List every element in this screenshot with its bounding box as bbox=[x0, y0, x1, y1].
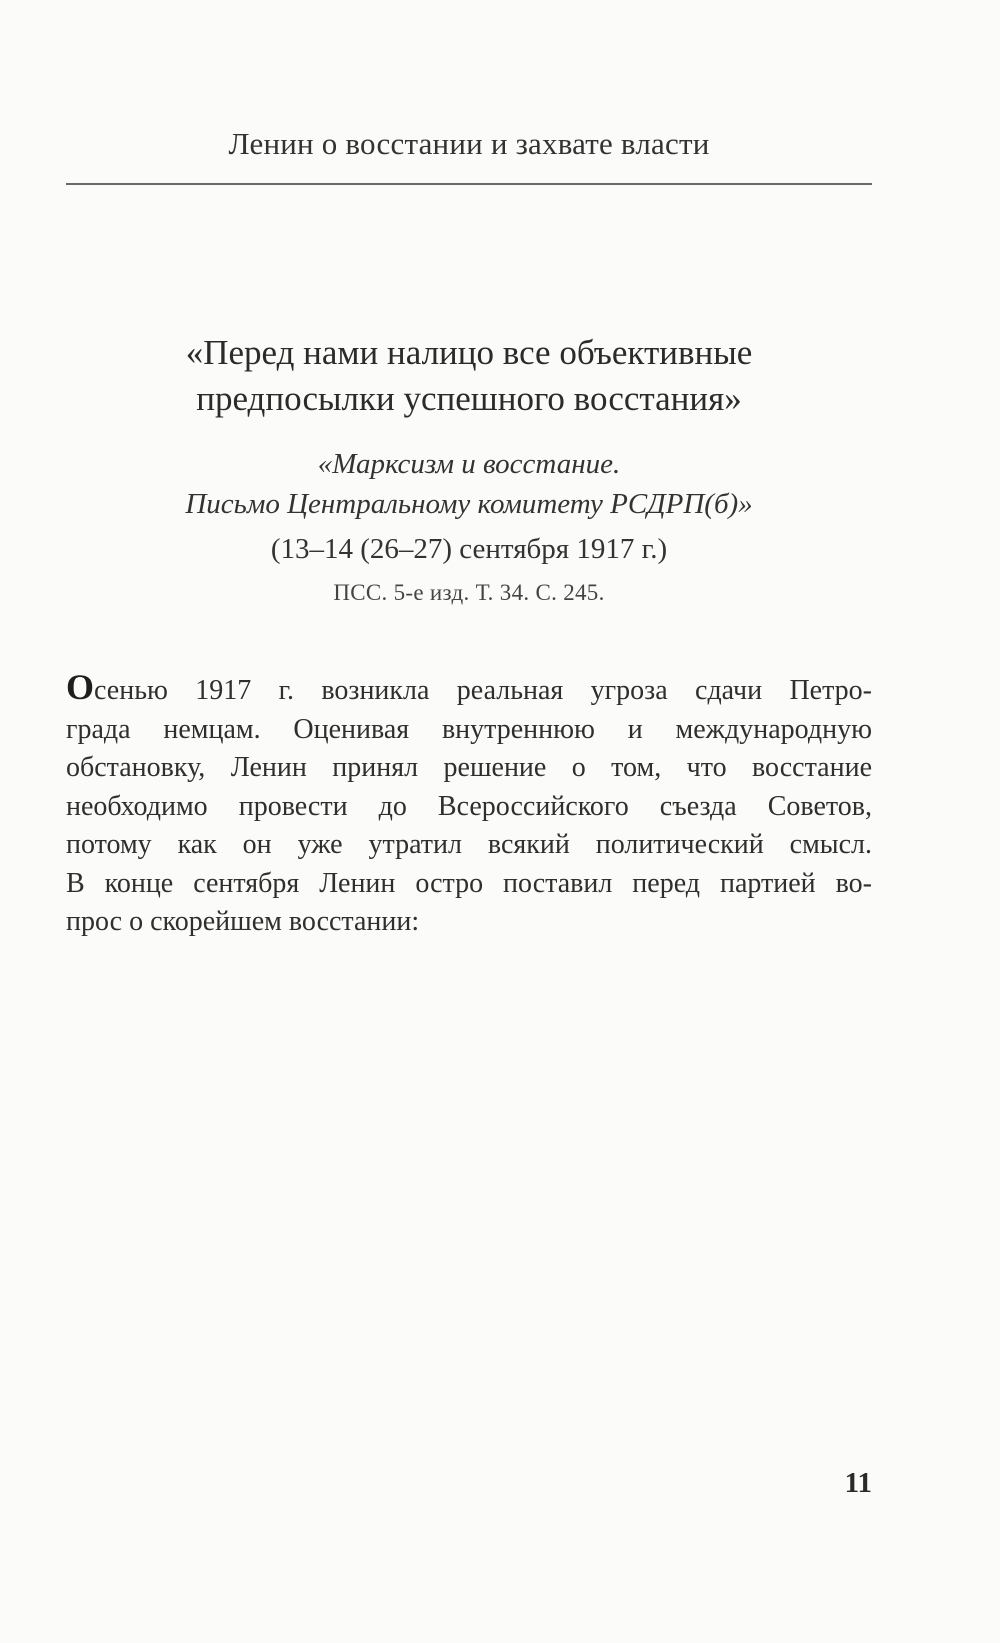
body-paragraph bbox=[66, 668, 872, 942]
source-title-line-1: «Марксизм и восстание. bbox=[317, 448, 621, 480]
body-line-1 bbox=[66, 668, 872, 711]
chapter-title-line-2: предпосылки успешного восстания» bbox=[196, 379, 742, 418]
body-line-6: В конце сентября Ленин остро поставил перед партией во- bbox=[66, 867, 872, 899]
body-line-1-text: сенью 1917 г. возникла реальная угроза сдачи Петро- bbox=[94, 675, 872, 706]
running-header: Ленин о восстании и захвате власти bbox=[228, 126, 710, 161]
source-date: (13–14 (26–27) сентября 1917 г.) bbox=[270, 533, 668, 565]
drop-cap: О bbox=[66, 667, 95, 707]
body-line-5: потому как он уже утратил всякий политический смысл. bbox=[66, 829, 872, 860]
chapter-title-line-1: «Перед нами налицо все объективные bbox=[185, 333, 753, 372]
page-number: 11 bbox=[844, 1467, 872, 1499]
source-reference: ПСС. 5-е изд. Т. 34. С. 245. bbox=[333, 580, 605, 605]
body-line-2: града немцам. Оценивая внутреннюю и международную bbox=[66, 713, 872, 745]
body-line-4: необходимо провести до Всероссийского съезда Советов, bbox=[66, 790, 872, 822]
body-line-7: прос о скорейшем восстании: bbox=[66, 906, 420, 937]
source-citation bbox=[66, 444, 872, 610]
body-line-3: обстановку, Ленин принял решение о том, что восстание bbox=[66, 752, 872, 783]
source-title-line-2: Письмо Центральному комитету РСДРП(б)» bbox=[185, 488, 753, 520]
chapter-title bbox=[66, 330, 872, 422]
header-divider bbox=[66, 183, 872, 185]
